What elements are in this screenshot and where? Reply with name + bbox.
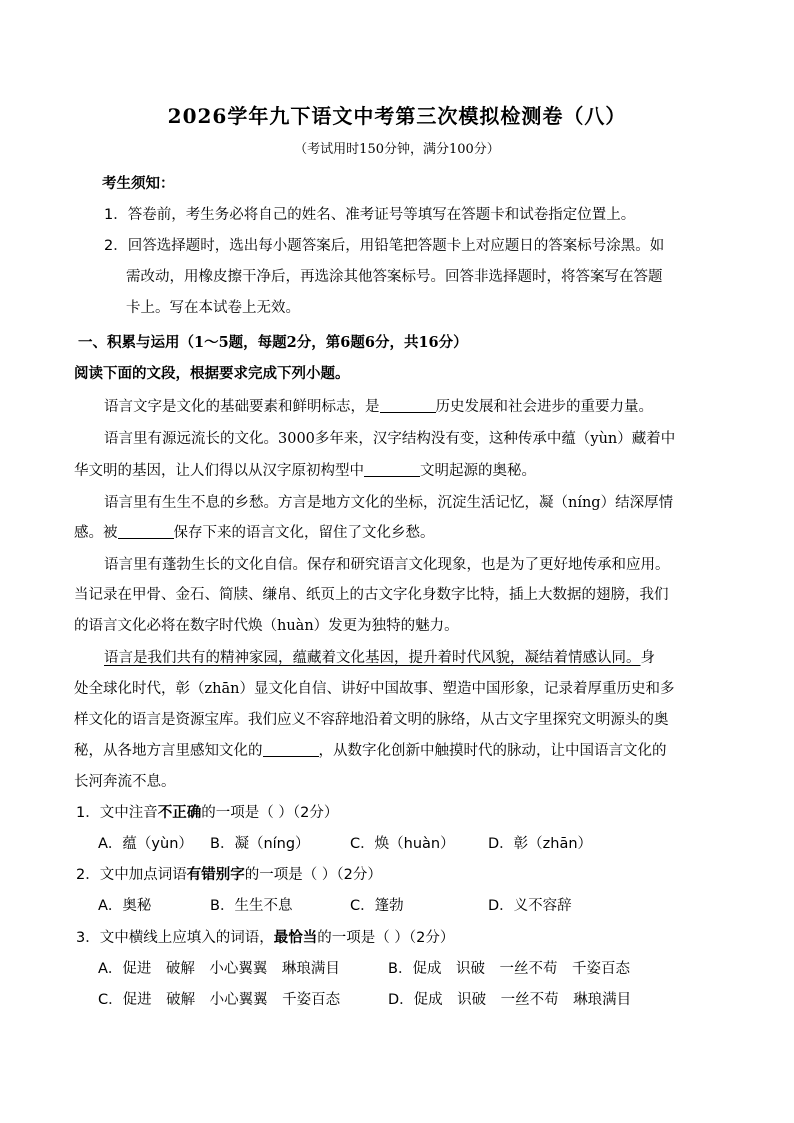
q2-option-a[interactable]: A．奥秘: [98, 898, 152, 914]
question-emphasis: 有错别字: [186, 867, 245, 883]
q2-option-c[interactable]: C．篷勃: [350, 898, 404, 914]
question-text: 的一项是（ ）（2分）: [201, 805, 339, 821]
q1-option-a[interactable]: A．蕴（yùn）: [98, 836, 193, 852]
fill-blank-2[interactable]: [364, 462, 420, 477]
fill-blank-3[interactable]: [118, 524, 174, 539]
passage-p5-line-4: [74, 739, 667, 760]
question-text: 1．文中注音: [76, 805, 158, 821]
passage-text: 身: [640, 650, 655, 666]
q3-option-a[interactable]: A．促进 破解 小心翼翼 琳琅满目: [98, 961, 340, 977]
passage-p3-line-1: 语言里有生生不息的乡愁。方言是地方文化的坐标，沉淀生活记忆，凝（níng）结深厚情: [104, 495, 674, 511]
exam-title: 2026学年九下语文中考第三次模拟检测卷（八）: [167, 104, 627, 128]
fill-blank-1[interactable]: [380, 398, 436, 413]
question-text: 的一项是（ ）（2分）: [244, 867, 382, 883]
question-emphasis: 最恰当: [273, 930, 318, 946]
passage-text: 秘，从各地方言里感知文化的: [74, 743, 263, 759]
q1-option-c[interactable]: C．焕（huàn）: [350, 836, 455, 852]
fill-blank-4[interactable]: [263, 742, 319, 757]
q3-option-c[interactable]: C．促进 破解 小心翼翼 千姿百态: [98, 992, 341, 1008]
question-text: 的一项是（ ）（2分）: [317, 930, 455, 946]
q2-option-d[interactable]: D．义不容辞: [488, 898, 572, 914]
exam-subtitle: （考试用时150分钟，满分100分）: [294, 142, 500, 157]
passage-text: 感。被: [74, 525, 118, 541]
q1-option-b[interactable]: B．凝（níng）: [210, 836, 310, 852]
underlined-sentence: 语言是我们共有的精神家园，蕴藏着文化基因，提升着时代风貌，凝结着情感认同。: [104, 650, 641, 666]
passage-p5-line-3: 样文化的语言是资源宝库。我们应义不容辞地沿着文明的脉络，从古文字里探究文明源头的奥: [74, 712, 669, 728]
passage-p4-line-1: 语言里有蓬勃生长的文化自信。保存和研究语言文化现象，也是为了更好地传承和应用。: [104, 557, 670, 573]
passage-text: 华文明的基因，让人们得以从汉字原初构型中: [74, 463, 364, 479]
passage-p2-line-2: [74, 459, 536, 480]
question-text: 3．文中横线上应填入的词语，: [76, 930, 274, 946]
question-2: [76, 863, 382, 884]
q3-option-b[interactable]: B．促成 识破 一丝不苟 千姿百态: [388, 961, 630, 977]
notice-item-2-line-2: 需改动，用橡皮擦干净后，再选涂其他答案标号。回答非选择题时，将答案写在答题: [126, 269, 663, 285]
question-1: [76, 801, 338, 822]
passage-p3-line-2: [74, 521, 435, 542]
question-text: 2．文中加点词语: [76, 867, 187, 883]
section-instruction: 阅读下面的文段，根据要求完成下列小题。: [74, 366, 350, 382]
passage-p5-line-2: 处全球化时代，彰（zhān）显文化自信、讲好中国故事、塑造中国形象，记录着厚重历史和多: [74, 681, 675, 697]
question-emphasis: 不正确: [157, 805, 202, 821]
passage-text: 保存下来的语言文化，留住了文化乡愁。: [173, 525, 435, 541]
passage-p5-line-1: [104, 646, 655, 667]
notice-item-2-line-3: 卡上。写在本试卷上无效。: [126, 300, 300, 316]
notice-item-1: 1．答卷前，考生务必将自己的姓名、准考证号等填写在答题卡和试卷指定位置上。: [104, 207, 636, 223]
section-heading: 一、积累与运用（1～5题，每题2分，第6题6分，共16分）: [78, 334, 468, 351]
q1-option-d[interactable]: D．彰（zhān）: [488, 836, 593, 852]
q3-option-d[interactable]: D．促成 识破 一丝不苟 琳琅满目: [388, 992, 632, 1008]
passage-p2-line-1: 语言里有源远流长的文化。3000多年来，汉字结构没有变，这种传承中蕴（yùn）藏着中: [104, 431, 676, 447]
passage-text: ，从数字化创新中触摸时代的脉动，让中国语言文化的: [318, 743, 667, 759]
q2-option-b[interactable]: B．生生不息: [210, 898, 293, 914]
passage-text: 文明起源的奥秘。: [420, 463, 536, 479]
passage-p5-line-5: 长河奔流不息。: [74, 774, 176, 790]
notice-item-2-line-1: 2．回答选择题时，选出每小题答案后，用铅笔把答题卡上对应题日的答案标号涂黑。如: [104, 238, 665, 254]
notice-heading: 考生须知：: [102, 176, 175, 192]
passage-p4-line-3: 的语言文化必将在数字时代焕（huàn）发更为独特的魅力。: [74, 618, 459, 634]
passage-p1: [104, 395, 653, 416]
passage-text: 历史发展和社会进步的重要力量。: [435, 399, 653, 415]
passage-text: 语言文字是文化的基础要素和鲜明标志，是: [104, 399, 380, 415]
question-3: [76, 926, 454, 947]
passage-p4-line-2: 当记录在甲骨、金石、简牍、缣帛、纸页上的古文字化身数字比特，插上大数据的翅膀，我们: [74, 587, 669, 603]
